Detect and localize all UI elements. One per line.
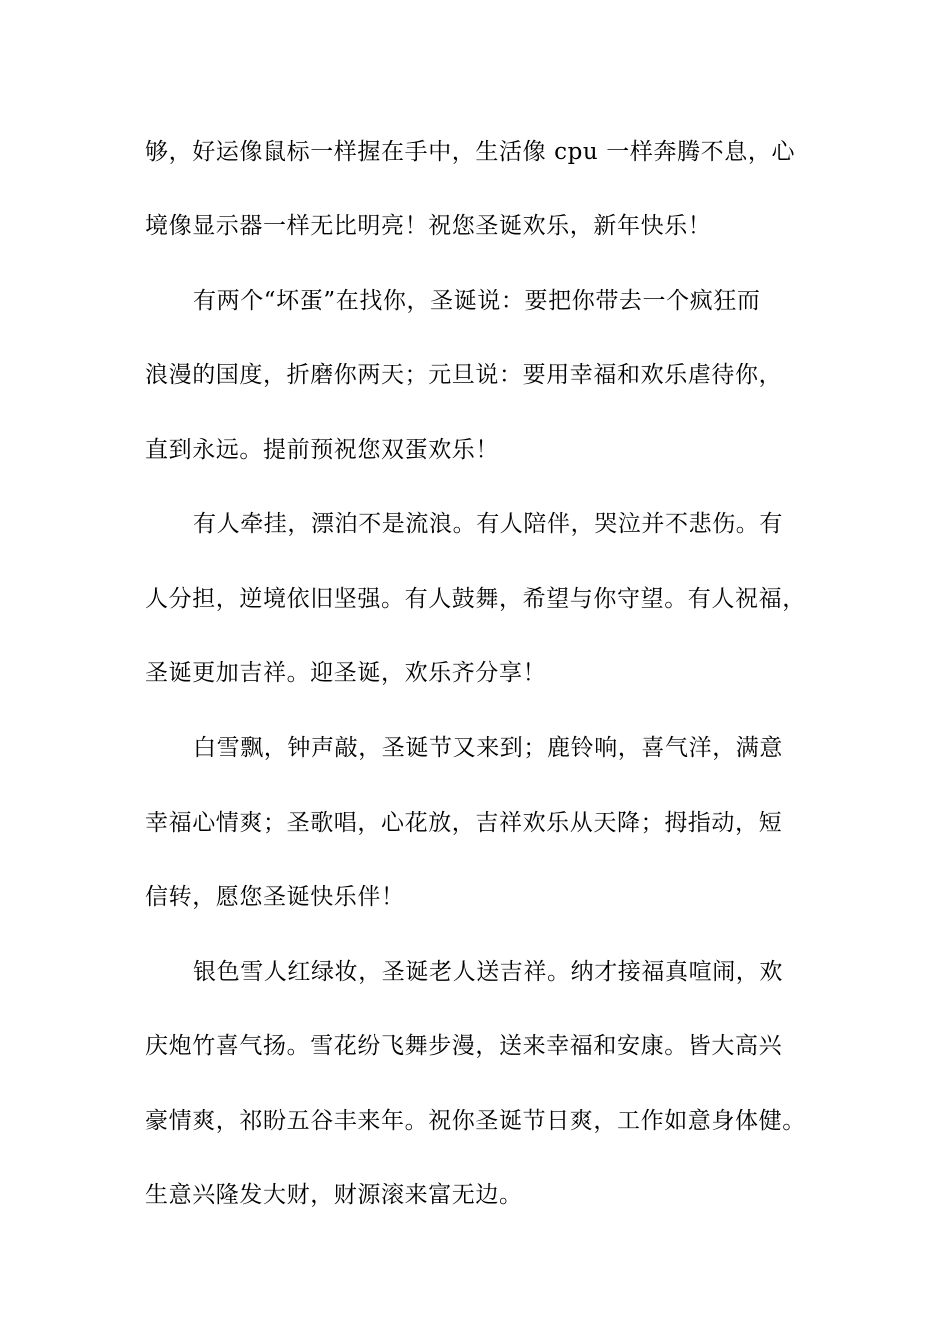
text-line: 直到永远。提前预祝您双蛋欢乐！ bbox=[145, 437, 499, 463]
paragraph-start-line: 白雪飘，钟声敲，圣诞节又来到；鹿铃响，喜气洋，满意 bbox=[193, 735, 783, 761]
text-line: 信转，愿您圣诞快乐伴！ bbox=[145, 884, 405, 910]
text-line: 境像显示器一样无比明亮！祝您圣诞欢乐，新年快乐！ bbox=[145, 213, 712, 239]
text-line: 浪漫的国度，折磨你两天；元旦说：要用幸福和欢乐虐待你， bbox=[145, 362, 783, 388]
paragraph-start-line: 有两个“坏蛋”在找你，圣诞说：要把你带去一个疯狂而 bbox=[193, 288, 761, 314]
text-line: 幸福心情爽；圣歌唱，心花放，吉祥欢乐从天降；拇指动，短 bbox=[145, 810, 783, 836]
text-line: 豪情爽，祁盼五谷丰来年。祝你圣诞节日爽，工作如意身体健。 bbox=[145, 1108, 806, 1134]
text-line: 圣诞更加吉祥。迎圣诞，欢乐齐分享！ bbox=[145, 660, 547, 686]
paragraph-start-line: 有人牵挂，漂泊不是流浪。有人陪伴，哭泣并不悲伤。有 bbox=[193, 511, 783, 537]
text-line: 够，好运像鼠标一样握在手中，生活像 cpu 一样奔腾不息，心 bbox=[145, 139, 796, 165]
text-line: 庆炮竹喜气扬。雪花纷飞舞步漫，送来幸福和安康。皆大高兴 bbox=[145, 1033, 783, 1059]
text-line: 人分担，逆境依旧坚强。有人鼓舞，希望与你守望。有人祝福， bbox=[145, 586, 806, 612]
paragraph-start-line: 银色雪人红绿妆，圣诞老人送吉祥。纳才接福真喧闹，欢 bbox=[193, 959, 783, 985]
text-line: 生意兴隆发大财，财源滚来富无边。 bbox=[145, 1182, 523, 1208]
